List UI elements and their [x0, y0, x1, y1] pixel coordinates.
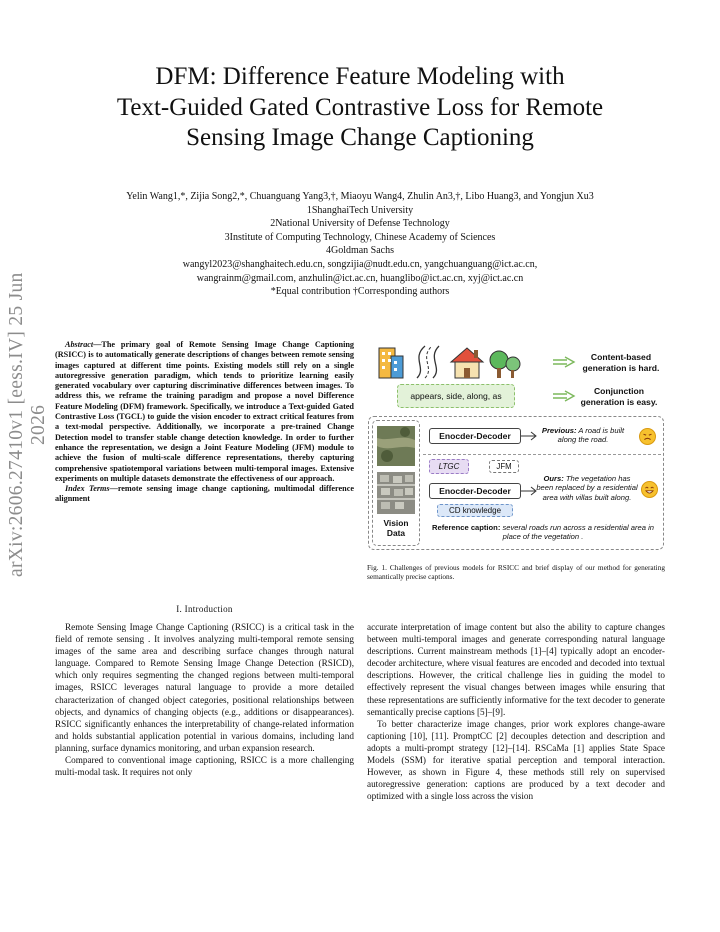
- satellite-image-after: [377, 472, 415, 514]
- road-icon: [417, 346, 439, 378]
- right-paragraph-1: accurate interpretation of image content but also the ability to capture changes between multi-temporal images and generate corresponding natural language descriptions. Current mainstream methods [1]–[4] typically adopt an encoder-decoder architecture, where visual features are encoded and decoded into textual descriptions. However, the critical challenge lies in guiding the model to effectively represent the visual changes between images while ensuring that these representations are sufficiently informative for the text decoder to generate semantically precise captions [5]–[9].: [367, 622, 665, 717]
- index-terms-label: Index Terms: [65, 484, 110, 494]
- vision-data-label: Vision Data: [383, 518, 409, 538]
- figure-1-caption: Fig. 1. Challenges of previous models for RSICC and brief display of our method for generating semantically precise captions.: [367, 563, 665, 581]
- email-line-2: wangrainm@gmail.com, anzhulin@ict.ac.cn, huanglibo@ict.ac.cn, xyj@ict.ac.cn: [196, 272, 524, 284]
- affiliation-2: 2National University of Defense Technology: [270, 218, 450, 230]
- tree-icon: [490, 351, 520, 378]
- email-line-1: wangyl2023@shanghaitech.edu.cn, songzijia@nudt.edu.cn, yangchuanguang@ict.ac.cn,: [182, 258, 538, 270]
- ours-caption: [535, 474, 639, 502]
- satellite-image-before: [377, 426, 415, 466]
- paper-title: [60, 62, 660, 154]
- jfm-module-box: JFM: [489, 460, 519, 473]
- author-block: [40, 190, 680, 299]
- author-names: Yelin Wang1,*, Zijia Song2,*, Chuanguang Yang3,†, Miaoyu Wang4, Zhulin An3,†, Libo Huang3, and Yongjun Xu3: [126, 191, 594, 202]
- arxiv-identifier: arXiv:2606.27410v1 [eess.IV] 25 Jun 2026: [6, 272, 49, 578]
- row-divider: [423, 454, 661, 455]
- cd-knowledge-box: CD knowledge: [437, 504, 513, 517]
- previous-text: A road is built along the road.: [557, 426, 625, 445]
- title-line-1: DFM: Difference Feature Modeling with: [155, 63, 565, 90]
- arrow-icon: [552, 356, 576, 368]
- scene-icons: [377, 344, 527, 380]
- intro-paragraph-1: Remote Sensing Image Change Captioning (RSICC) is a critical task in the field of remote sensing . It involves analyzing multi-temporal remote sensing images of the same area and describing surface changes through natural language. Compared to Remote Sensing Image Change Detection (RSICD), which only requires segmenting the changed regions between multi-temporal images, RSICC leverages natural language to provide a more detailed characterization of changed object categories, positional relationships between objects, and dynamics of changing objects (e.g., additions or disappearances). RSICC significantly enhances the interpretability of change-related information and holds substantial application potential in various domains, including land planning, surface dynamics monitoring, and urban expansion research.: [55, 622, 354, 753]
- conjunction-easy-label: Conjunction generation is easy.: [580, 386, 658, 407]
- section-heading-introduction: I. Introduction: [176, 604, 233, 614]
- figure-1: [367, 342, 665, 552]
- reference-caption: [425, 523, 661, 542]
- affiliation-1: 1ShanghaiTech University: [306, 204, 414, 216]
- previous-encoder-decoder: Enocder-Decoder: [429, 428, 521, 444]
- house-icon: [451, 348, 483, 378]
- reference-text: several roads run across a residential area in place of the vegetation .: [500, 523, 654, 542]
- abstract-label: Abstract: [65, 340, 94, 349]
- building-icon: [379, 348, 403, 378]
- index-terms-text: —remote sensing image change captioning, multimodal difference alignment: [55, 484, 354, 504]
- smiling-face-icon: [641, 481, 658, 498]
- right-column-text: [367, 621, 665, 802]
- previous-label: Previous:: [541, 426, 577, 435]
- title-line-3: Sensing Image Change Captioning: [186, 124, 534, 151]
- angry-face-icon: [639, 428, 656, 445]
- conjunction-words-box: appears, side, along, as: [397, 384, 515, 408]
- content-hard-label: Content-based generation is hard.: [582, 352, 660, 373]
- reference-label: Reference caption:: [431, 523, 501, 532]
- abstract: [55, 340, 354, 505]
- contribution-note: *Equal contribution †Corresponding authors: [270, 286, 450, 298]
- ours-text: The vegetation has been replaced by a residential area with villas built along.: [536, 474, 638, 502]
- introduction-text: [55, 621, 354, 778]
- affiliation-3: 3Institute of Computing Technology, Chinese Academy of Sciences: [224, 231, 496, 243]
- ours-encoder-decoder: Enocder-Decoder: [429, 483, 521, 499]
- tgcl-loss-box: LTGC: [429, 459, 469, 474]
- intro-paragraph-2: Compared to conventional image captioning, RSICC is a more challenging multi-modal task. It requires not only: [55, 755, 354, 778]
- previous-caption: [537, 426, 629, 445]
- abstract-text: —The primary goal of Remote Sensing Image Change Captioning (RSICC) is to automatically generate descriptions of changes between remote sensing images captured at different time points. Existing models still rely on a single autoregressive generation paradigm, which tends to prioritize learning easily generated vocabulary over capturing discriminative differences between images. To address this, we reframe the training paradigm and propose a novel Difference Feature Modeling (DFM) framework. Specifically, we introduce a Text-guided Gated Contrastive Loss (TGCL) to guide the vision encoder to extract critical features from a text-modal perspective. Additionally, we incorporate a pre-trained Change Detection model to transfer stable change detection knowledge. In order to further enhance the representation, we design a Joint Feature Modeling (JFM) module to achieve the fusion of multi-scale difference representations, thereby capturing comprehensive spatiotemporal variations between multi-temporal images. Extensive experiments on multiple datasets demonstrate the effectiveness of our approach.: [55, 340, 354, 483]
- right-paragraph-2: To better characterize image changes, prior work explores change-aware captioning [10], [11]. PromptCC [2] decouples detection and description and adopts a multi-prompt strategy [12]–[14]. RSCaMa [1] applies State Space Models (SSM) for iterative spatial perception and temporal interaction. However, as shown in Figure 4, these methods still rely on supervised autoregressive generation: captions are produced by a text decoder and optimized with a single loss across the vision: [367, 718, 665, 802]
- title-line-2: Text-Guided Gated Contrastive Loss for Remote: [116, 93, 604, 121]
- affiliation-4: 4Goldman Sachs: [325, 245, 395, 257]
- ours-label: Ours:: [543, 474, 564, 483]
